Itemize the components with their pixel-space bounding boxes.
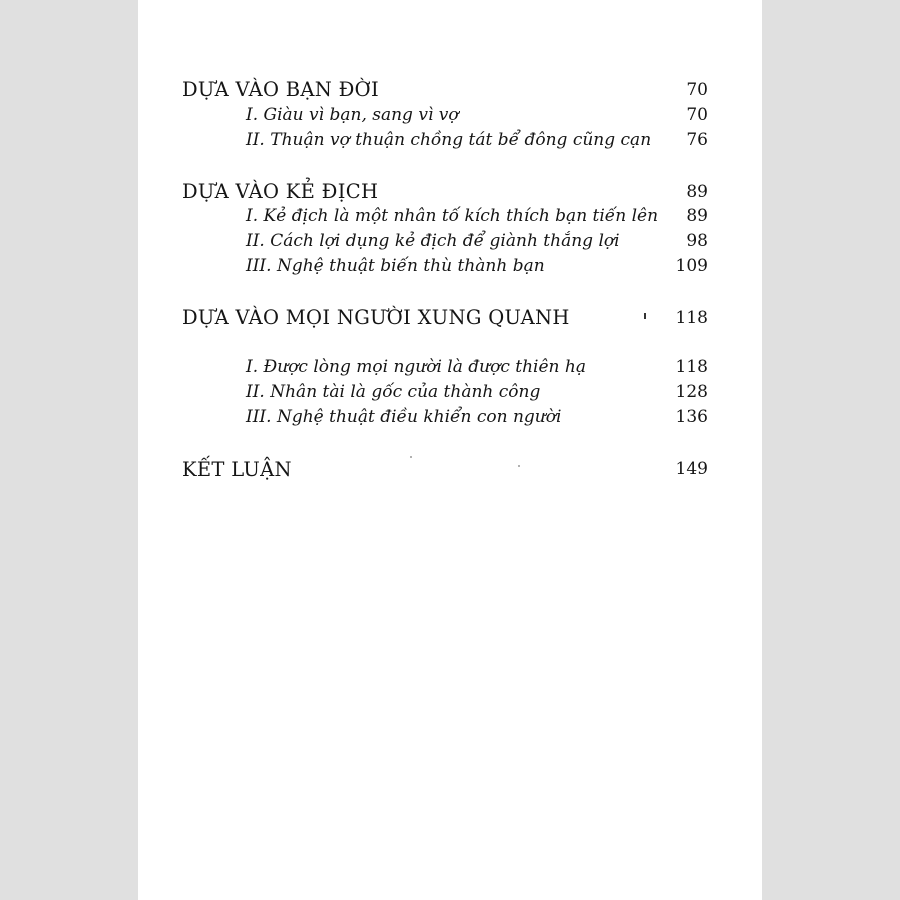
toc-section-title: III. Nghệ thuật biến thù thành bạn bbox=[246, 256, 545, 276]
toc-section-title: II. Thuận vợ thuận chồng tát bể đông cũng cạn bbox=[246, 130, 652, 150]
toc-page-number: 118 bbox=[675, 357, 708, 377]
toc-section-title: I. Kẻ địch là một nhân tố kích thích bạn tiến lên bbox=[246, 206, 659, 226]
toc-chapter-title: DỰA VÀO MỌI NGƯỜI XUNG QUANH bbox=[182, 306, 570, 329]
toc-chapter-title: DỰA VÀO KẺ ĐỊCH bbox=[182, 180, 379, 203]
toc-section-title: I. Giàu vì bạn, sang vì vợ bbox=[246, 105, 459, 125]
toc-chapter-title: KẾT LUẬN bbox=[182, 458, 292, 481]
toc-page-number: 76 bbox=[686, 130, 708, 150]
toc-page-number: 118 bbox=[675, 308, 708, 328]
toc-page-number: 89 bbox=[686, 182, 708, 202]
toc-page-number: 136 bbox=[675, 407, 708, 427]
toc-page-number: 70 bbox=[686, 80, 708, 100]
toc-section-title: II. Nhân tài là gốc của thành công bbox=[246, 382, 541, 402]
page-speck bbox=[410, 456, 412, 458]
toc-section-title: II. Cách lợi dụng kẻ địch để giành thắng lợi bbox=[246, 231, 620, 251]
toc-section-title: I. Được lòng mọi người là được thiên hạ bbox=[246, 357, 586, 377]
toc-chapter-title: DỰA VÀO BẠN ĐỜI bbox=[182, 78, 379, 101]
toc-page-number: 128 bbox=[675, 382, 708, 402]
book-page bbox=[138, 0, 762, 900]
page-speck bbox=[518, 465, 520, 467]
toc-section-title: III. Nghệ thuật điều khiển con người bbox=[246, 407, 562, 427]
toc-page-number: 98 bbox=[686, 231, 708, 251]
toc-page-number: 109 bbox=[675, 256, 708, 276]
stray-mark bbox=[644, 313, 646, 319]
toc-page-number: 70 bbox=[686, 105, 708, 125]
toc-page-number: 149 bbox=[675, 459, 708, 479]
toc-page-number: 89 bbox=[686, 206, 708, 226]
